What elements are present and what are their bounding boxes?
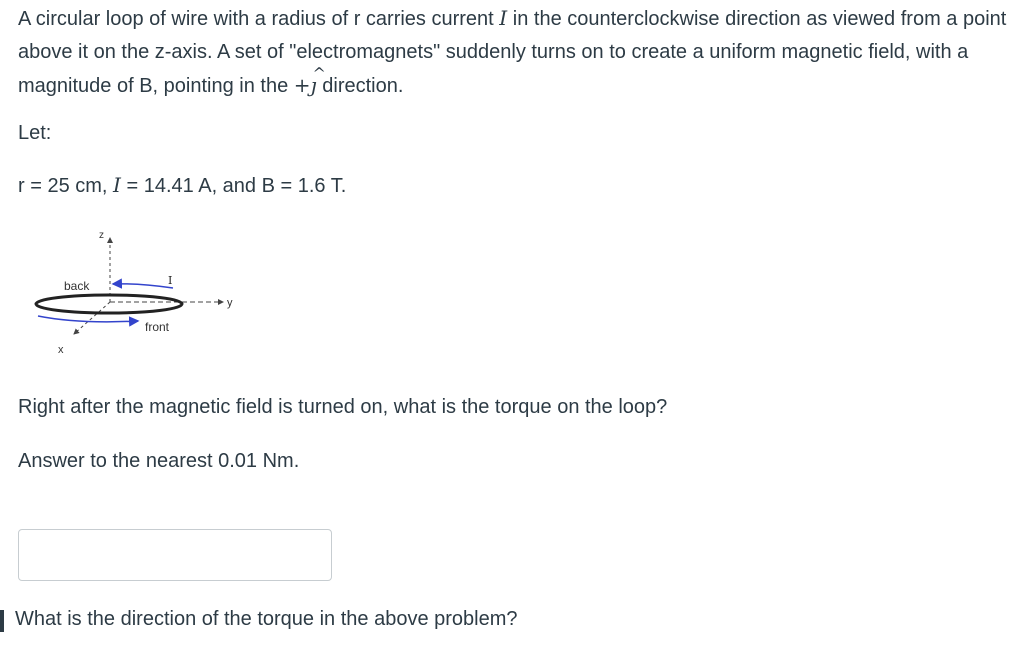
loop-diagram — [28, 220, 258, 360]
question-marker — [0, 610, 4, 632]
problem-text-part: direction. — [316, 75, 404, 97]
let-label: Let: — [18, 122, 52, 144]
answer-input[interactable] — [18, 529, 332, 581]
answer-instruction: Answer to the nearest 0.01 Nm. — [18, 450, 300, 472]
current-arrow-back — [113, 284, 173, 288]
unit-vector-symbol: ȷ — [310, 73, 317, 97]
problem-statement — [18, 2, 1018, 103]
y-axis-label: y — [227, 297, 233, 309]
torque-question: Right after the magnetic field is turned on, what is the torque on the loop? — [18, 396, 668, 418]
direction-question: What is the direction of the torque in the above problem? — [15, 608, 518, 630]
back-label: back — [64, 279, 90, 293]
unit-vector-j-hat — [310, 64, 326, 102]
given-values — [18, 173, 346, 198]
current-arrow-front — [38, 316, 138, 322]
wire-loop — [36, 295, 182, 313]
plus-sign: + — [293, 73, 311, 97]
given-radius: r = 25 cm, — [18, 175, 114, 197]
given-rest: = 14.41 A, and B = 1.6 T. — [120, 175, 347, 197]
hat-mark: ^ — [312, 64, 326, 83]
x-axis-label: x — [58, 344, 64, 356]
given-current-symbol: I — [113, 173, 121, 197]
x-axis — [74, 302, 110, 334]
current-symbol: I — [499, 6, 508, 30]
z-axis-label: z — [99, 230, 104, 241]
front-label: front — [145, 320, 170, 334]
current-label: I — [168, 274, 173, 287]
problem-text — [18, 2, 1018, 103]
problem-text-part: in the counterclockwise direction as viewed from a point above it on the z-axis. A set of "electromagnets" suddenly turns on to create a uniform magnetic field, with a magnitude of B, pointing in the — [18, 8, 1007, 97]
problem-text-part: A circular loop of wire with a radius of r carries current — [18, 8, 500, 30]
